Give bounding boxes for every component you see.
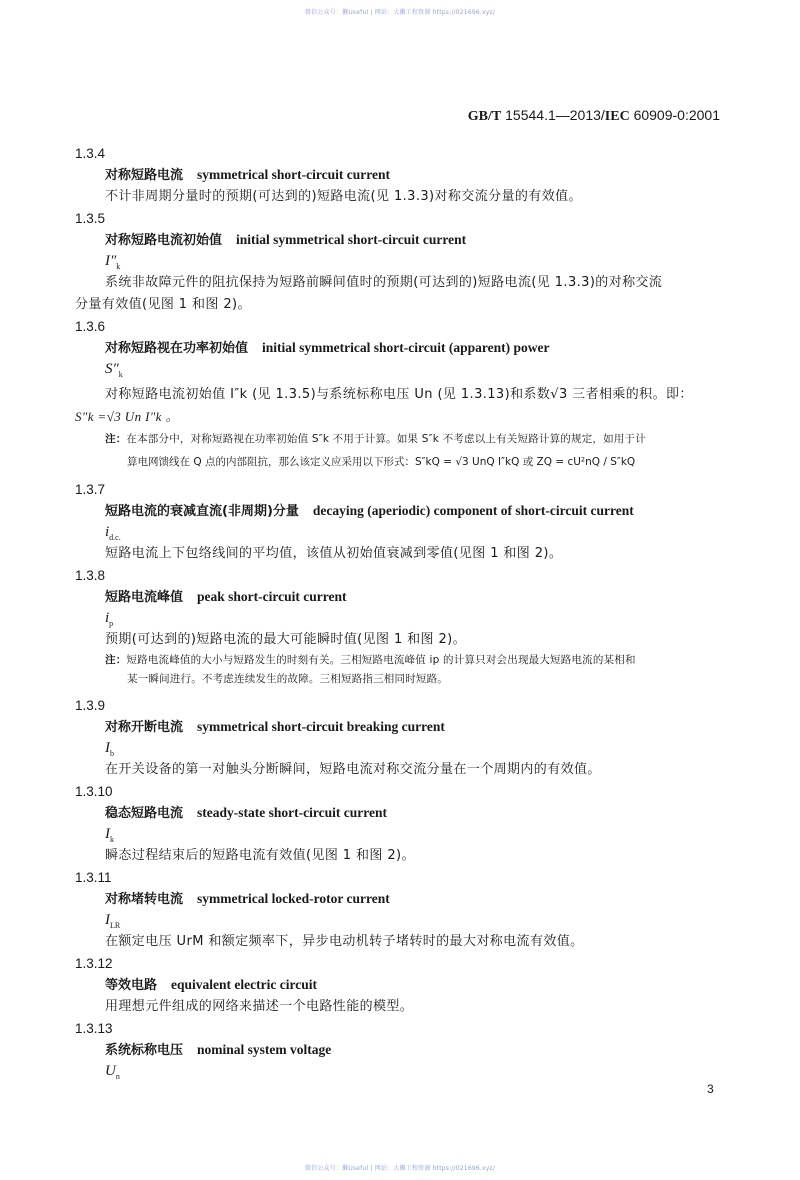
term-zh: 等效电路 [105, 978, 158, 993]
standard-number: 15544.1—2013/ [505, 107, 605, 123]
watermark-bottom: 微信公众号：獭Useful | 网站：大獭工程资源 https://021696.xyz/ [304, 1165, 496, 1172]
symbol-subscript: p [109, 619, 114, 628]
symbol-base: U [105, 1063, 116, 1079]
standard-header [468, 107, 720, 125]
term-en: initial symmetrical short-circuit current [236, 232, 467, 247]
symbol-subscript: k [118, 370, 123, 379]
page-number: 3 [707, 1082, 714, 1096]
term-symbol [75, 359, 725, 380]
symbol-base: S″ [105, 361, 119, 377]
note-text: 在本部分中，对称短路视在功率初始值 S″k 不用于计算。如果 S″k 不考虑以上有关短路计算的规定，如用于计 [126, 433, 646, 445]
note-label: 注： [105, 654, 127, 666]
term-en: initial symmetrical short-circuit (apparent) power [262, 340, 550, 355]
note-label: 注： [105, 433, 127, 445]
symbol-base: I″ [105, 253, 117, 269]
term-zh: 系统标称电压 [105, 1043, 184, 1058]
term-en: symmetrical short-circuit current [197, 167, 390, 182]
note [75, 651, 725, 670]
standard-prefix: GB/T [467, 109, 502, 124]
term-zh: 对称开断电流 [105, 720, 184, 735]
term-heading [75, 974, 725, 996]
symbol-base: i [105, 524, 110, 540]
term-heading [75, 802, 725, 824]
definition-continued: 分量有效值(见图 1 和图 2)。 [75, 297, 251, 312]
term-en: symmetrical short-circuit breaking current [197, 719, 445, 734]
symbol-subscript: n [115, 1072, 120, 1081]
symbol-base: I [105, 740, 110, 756]
term-heading [75, 229, 725, 251]
term-heading [75, 888, 725, 910]
clause-number: 1.3.5 [75, 211, 106, 226]
clause-number: 1.3.8 [75, 568, 106, 583]
definition: 在开关设备的第一对触头分断瞬间，短路电流对称交流分量在一个周期内的有效值。 [105, 762, 601, 777]
definition: 系统非故障元件的阻抗保持为短路前瞬间值时的预期(可达到的)短路电流(见 1.3.3)的对称交流 [105, 275, 663, 290]
term-zh: 短路电流峰值 [105, 590, 184, 605]
definition: 用理想元件组成的网络来描述一个电路性能的模型。 [105, 999, 414, 1014]
clause-number: 1.3.6 [75, 319, 106, 334]
symbol-subscript: b [110, 749, 114, 758]
clause-number: 1.3.11 [75, 870, 112, 885]
symbol-subscript: k [116, 262, 121, 271]
symbol-base: i [105, 610, 110, 626]
note-text: 短路电流峰值的大小与短路发生的时刻有关。三相短路电流峰值 ip 的计算只对会出现最大短路电流的某相和 [126, 654, 636, 666]
term-zh: 对称短路视在功率初始值 [105, 341, 249, 356]
term-en: peak short-circuit current [197, 589, 347, 604]
note [75, 430, 725, 449]
definition-formula: S″k =√3 Un I″k 。 [75, 409, 179, 424]
term-zh: 稳态短路电流 [105, 806, 184, 821]
clause-number: 1.3.9 [75, 698, 106, 713]
term-en: equivalent electric circuit [171, 977, 317, 992]
iec-number: 60909-0:2001 [633, 107, 720, 123]
term-heading [75, 716, 725, 738]
term-heading [75, 1039, 725, 1061]
definition: 短路电流上下包络线间的平均值，该值从初始值衰减到零值(见图 1 和图 2)。 [105, 546, 563, 561]
term-zh: 对称短路电流 [105, 168, 184, 183]
symbol-base: I [105, 826, 110, 842]
document-body [75, 143, 725, 1082]
clause-number: 1.3.4 [75, 146, 106, 161]
note-continued: 算电网馈线在 Q 点的内部阻抗，那么该定义应采用以下形式：S″kQ = √3 UnQ I″kQ 或 ZQ = cU²nQ / S″kQ [127, 456, 636, 468]
term-zh: 对称短路电流初始值 [105, 233, 223, 248]
note-continued: 某一瞬间进行。不考虑连续发生的故障。三相短路指三相同时短路。 [127, 673, 448, 685]
definition: 不计非周期分量时的预期(可达到的)短路电流(见 1.3.3)对称交流分量的有效值。 [105, 189, 582, 204]
term-symbol [75, 910, 725, 931]
symbol-subscript: LR [110, 921, 121, 930]
clause-number: 1.3.7 [75, 482, 106, 497]
term-heading [75, 586, 725, 608]
symbol-subscript: d.c. [109, 533, 121, 542]
term-en: steady-state short-circuit current [197, 805, 387, 820]
term-zh: 对称堵转电流 [105, 892, 184, 907]
watermark-top: 微信公众号：獭Useful | 网站：大獭工程资源 https://021696.xyz/ [304, 9, 496, 16]
term-symbol [75, 608, 725, 629]
definition: 对称短路电流初始值 I″k (见 1.3.5)与系统标称电压 Un (见 1.3.13)和系数√3 三者相乘的积。即： [105, 387, 693, 402]
term-heading [75, 500, 725, 522]
definition: 在额定电压 UrM 和额定频率下，异步电动机转子堵转时的最大对称电流有效值。 [105, 934, 584, 949]
term-en: nominal system voltage [197, 1042, 332, 1057]
term-zh: 短路电流的衰减直流(非周期)分量 [105, 504, 299, 519]
term-heading [75, 164, 725, 186]
term-symbol [75, 738, 725, 759]
iec-prefix: IEC [604, 109, 630, 124]
definition: 预期(可达到的)短路电流的最大可能瞬时值(见图 1 和图 2)。 [105, 632, 467, 647]
definition: 瞬态过程结束后的短路电流有效值(见图 1 和图 2)。 [105, 848, 415, 863]
term-heading [75, 337, 725, 359]
symbol-subscript: k [110, 835, 114, 844]
term-symbol [75, 1061, 725, 1082]
clause-number: 1.3.13 [75, 1021, 113, 1036]
term-symbol [75, 522, 725, 543]
clause-number: 1.3.10 [75, 784, 113, 799]
symbol-base: I [105, 912, 110, 928]
term-symbol [75, 251, 725, 272]
clause-number: 1.3.12 [75, 956, 113, 971]
term-en: symmetrical locked-rotor current [197, 891, 390, 906]
term-symbol [75, 824, 725, 845]
term-en: decaying (aperiodic) component of short-circuit current [312, 503, 634, 518]
